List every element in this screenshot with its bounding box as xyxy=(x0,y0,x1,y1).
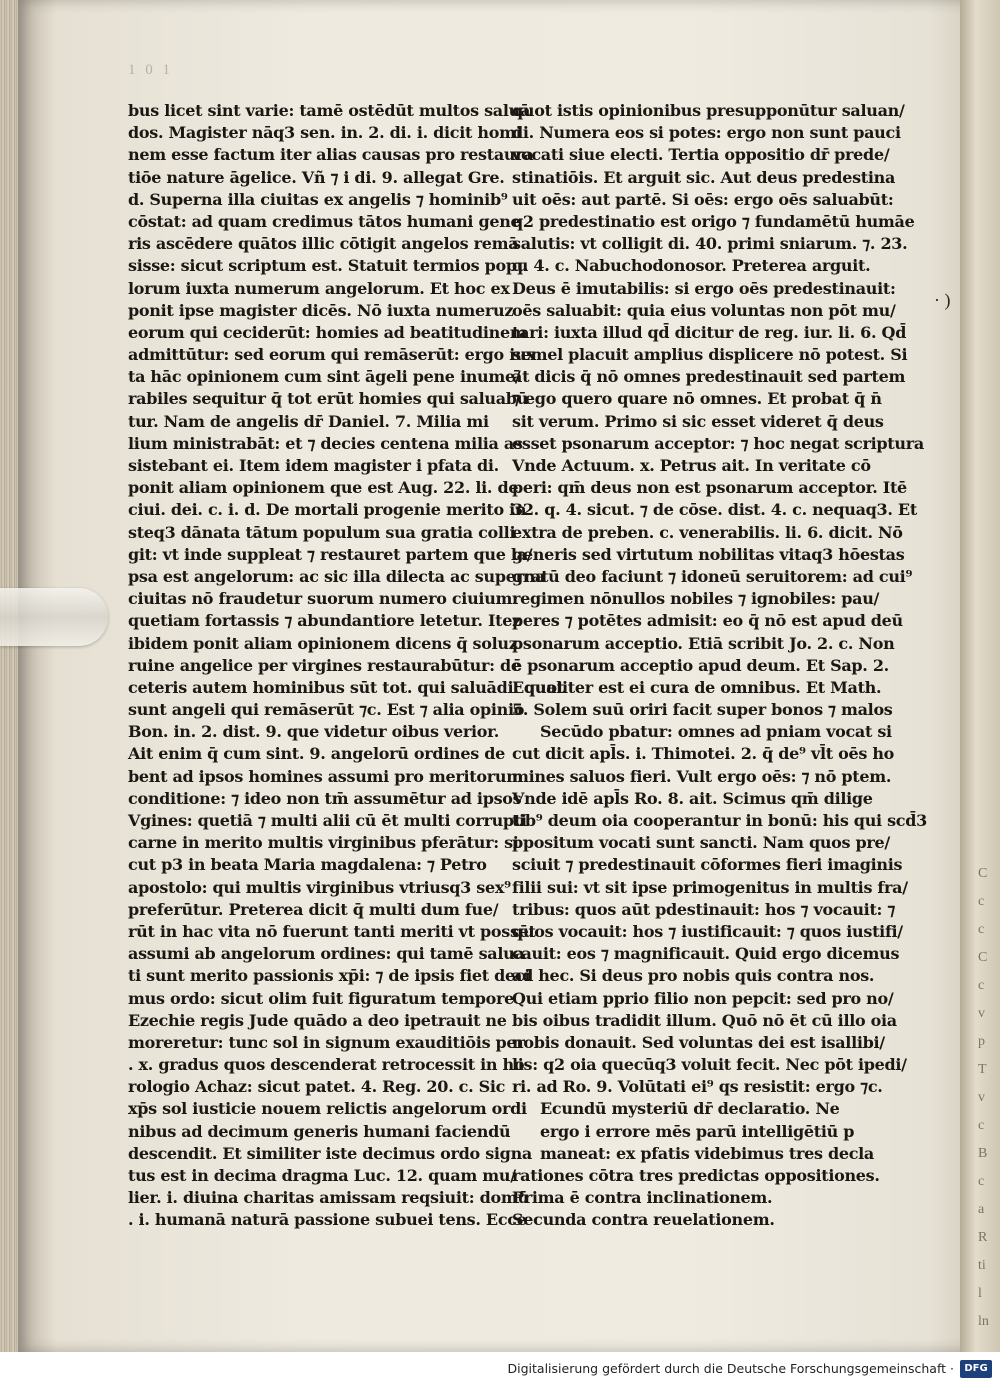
text-line: ponit ipse magister dicēs. Nō iuxta numeruz xyxy=(128,300,514,320)
text-line: 5. Solem suū oriri facit super bonos ⁊ malos xyxy=(512,700,893,720)
text-line: sisse: sicut scriptum est. Statuit termios popu xyxy=(128,256,529,276)
text-line: ruine angelice per virgines restaurabūtur: de xyxy=(128,655,521,675)
text-line: rationes cōtra tres predictas oppositiones. xyxy=(512,1166,880,1185)
text-line: moreretur: tunc sol in signum exauditiōis per xyxy=(128,1032,525,1052)
text-line: vocati siue electi. Tertia oppositio dr̄ prede/ xyxy=(512,145,890,165)
edge-letter: ln xyxy=(978,1314,989,1329)
text-line: sciuit ⁊ predestinauit cōformes fieri imaginis xyxy=(512,855,903,875)
text-line: git: vt inde suppleat ⁊ restauret partem que la/ xyxy=(128,544,533,564)
text-line: dos. Magister nāq3 sen. in. 2. di. i. dicit homi xyxy=(128,123,522,143)
facing-page-letters xyxy=(978,860,998,1336)
edge-letter: v xyxy=(978,1090,985,1105)
edge-letter: T xyxy=(978,1062,987,1077)
text-line: nobis donauit. Sed voluntas dei est isallibi/ xyxy=(512,1032,885,1052)
funding-credit: Digitalisierung gefördert durch die Deutsche Forschungsgemeinschaft · xyxy=(507,1361,954,1376)
text-line: . x. gradus quos descenderat retrocessit in ho xyxy=(128,1055,525,1075)
text-line: ta hāc opinionem cum sint āgeli pene inume/ xyxy=(128,367,521,387)
text-line: admittūtur: sed eorum qui remāserūt: ergo iux xyxy=(128,345,536,365)
text-line: lis: q2 oia quecūq3 voluit fecit. Nec pōt ipedi/ xyxy=(512,1055,907,1075)
text-line: eorum qui ceciderūt: homies ad beatitudinem xyxy=(128,322,527,342)
edge-letter: v xyxy=(978,1006,985,1021)
text-line: maneat: ex pfatis videbimus tres decla xyxy=(540,1143,874,1163)
text-line: ibidem ponit aliam opinionem dicens q̄ soluz xyxy=(128,633,518,653)
text-line: nibus ad decimum generis humani faciendū xyxy=(128,1121,511,1141)
text-line: mines saluos fieri. Vult ergo oēs: ⁊ nō ptem. xyxy=(512,766,892,786)
text-line: tus est in decima dragma Luc. 12. quam mu/ xyxy=(128,1166,516,1185)
text-line: rabiles sequitur q̄ tot erūt homies qui saluabū xyxy=(128,389,529,409)
text-line: salutis: vt colligit di. 40. primi sniarum. ⁊. 23. xyxy=(512,234,908,254)
text-line: gratū deo faciunt ⁊ idoneū seruitorem: ad cui⁹ xyxy=(512,566,913,586)
bookmark-strip xyxy=(0,588,108,646)
text-line: bus licet sint varie: tamē ostēdūt multos saluā xyxy=(128,101,531,120)
text-line: tribus: quos aūt pdestinauit: hos ⁊ vocauit: ⁊ xyxy=(512,899,896,919)
text-line: sit verum. Primo si sic esset videret q̄ deus xyxy=(512,411,884,431)
text-line: Secunda contra reuelationem. xyxy=(512,1210,775,1230)
text-line: ciuitas nō fraudetur suorum numero ciuium: xyxy=(128,589,518,609)
text-line: cauit: eos ⁊ magnificauit. Quid ergo dicemus xyxy=(512,944,900,964)
facing-page-edge xyxy=(960,0,1000,1352)
text-line: Secūdo pbatur: omnes ad pniam vocat si xyxy=(540,722,892,742)
edge-letter: R xyxy=(978,1230,988,1245)
text-line: steq3 dānata tātum populum sua gratia colli xyxy=(128,522,516,542)
text-line: Vgines: quetiā ⁊ multi alii cū ēt multi corrupti xyxy=(128,811,527,830)
text-line: cut dicit apl̄s. i. Thimotei. 2. q̄ de⁹ vl̄t oēs ho xyxy=(512,744,895,764)
text-line: quot istis opinionibus presupponūtur saluan/ xyxy=(512,101,905,120)
folio-mark: 1 0 1 xyxy=(128,62,173,78)
text-line: preferūtur. Preterea dicit q̄ multi dum fue/ xyxy=(128,899,499,919)
text-line: di. Numera eos si potes: ergo non sunt pauci xyxy=(512,123,901,143)
edge-letter: B xyxy=(978,1146,988,1161)
text-line: āt dicis q̄ nō omnes predestinauit sed partem xyxy=(512,367,906,387)
text-line: ⁊ ego quero quare nō omnes. Et probat q̄ n̄ xyxy=(512,389,882,409)
text-line: ri. ad Ro. 9. Volūtati ei⁹ qs resistit: ergo ⁊c. xyxy=(512,1077,883,1097)
right-text-column xyxy=(512,100,927,1232)
text-line: conditione: ⁊ ideo non tm̄ assumētur ad ipsos xyxy=(128,788,522,808)
dfg-logo-icon: DFG xyxy=(960,1360,992,1378)
text-line: Deus ē imutabilis: si ergo oēs predestinauit: xyxy=(512,278,896,298)
text-line: ponit aliam opinionem que est Aug. 22. li. de xyxy=(128,478,519,498)
text-line: tiōe nature āgelice. Vñ ⁊ i di. 9. allegat Gre. xyxy=(128,167,505,187)
edge-letter: a xyxy=(978,1202,985,1217)
edge-letter: ti xyxy=(978,1258,986,1273)
text-line: cōstat: ad quam credimus tātos humani gene xyxy=(128,211,521,231)
text-line: tib⁹ deum oia cooperantur in bonū: his qui scd̄3 xyxy=(512,811,927,830)
text-line: generis sed virtutum nobilitas vitaq3 hōestas xyxy=(512,544,905,564)
text-line: ceteris autem hominibus sūt tot. qui saluādi: quot xyxy=(128,677,564,697)
text-line: ē psonarum acceptio apud deum. Et Sap. 2. xyxy=(512,655,889,675)
text-line: rologio Achaz: sicut patet. 4. Reg. 20. c. Sic xyxy=(128,1077,506,1097)
text-line: 32. q. 4. sicut. ⁊ de cōse. dist. 4. c. nequaq3. Et xyxy=(512,500,917,520)
text-line: peres ⁊ potētes admisit: eo q̄ nō est apud deū xyxy=(512,611,903,631)
text-line: apostolo: qui multis virginibus vtriusq3 sex⁹ xyxy=(128,877,511,897)
text-line: esset psonarum acceptor: ⁊ hoc negat scriptura xyxy=(512,433,924,453)
text-line: lier. i. diuina charitas amissam reqsiuit: domū xyxy=(128,1188,529,1208)
text-line: Qui etiam pprio filio non pepcit: sed pro no/ xyxy=(512,988,894,1008)
text-line: . i. humanā naturā passione subuei tens. Ecce xyxy=(128,1210,527,1230)
margin-marks: · ) xyxy=(934,290,951,310)
text-line: regimen nōnullos nobiles ⁊ ignobiles: pau/ xyxy=(512,589,880,609)
text-line: psonarum acceptio. Etiā scribit Jo. 2. c. Non xyxy=(512,633,895,653)
text-line: ppositum vocati sunt sancti. Nam quos pre/ xyxy=(512,833,890,853)
text-line: ris ascēdere quātos illic cōtigit angelos remā xyxy=(128,234,519,254)
text-line: peri: qm̄ deus non est psonarum acceptor. Itē xyxy=(512,478,907,498)
edge-letter: c xyxy=(978,922,985,937)
text-line: Bon. in. 2. dist. 9. que videtur oibus verior. xyxy=(128,722,500,742)
text-line: extra de preben. c. venerabilis. li. 6. dicit. Nō xyxy=(512,522,903,542)
text-line: sunt angeli qui remāserūt ⁊c. Est ⁊ alia opinio xyxy=(128,700,525,720)
edge-letter: c xyxy=(978,1118,985,1133)
text-line: xp̄s sol iusticie nouem relictis angelorum ordi xyxy=(128,1099,527,1119)
text-line: nem esse factum iter alias causas pro restaura xyxy=(128,145,534,165)
edge-letter: c xyxy=(978,1174,985,1189)
text-line: Prima ē contra inclinationem. xyxy=(512,1188,773,1208)
text-line: bis oibus tradidit illum. Quō nō ēt cū illo oia xyxy=(512,1010,897,1030)
text-line: Vnde Actuum. x. Petrus ait. In veritate cō xyxy=(512,456,871,475)
text-line: Equaliter est ei cura de omnibus. Et Math. xyxy=(512,677,882,697)
edge-letter: C xyxy=(978,950,988,965)
text-line: semel placuit amplius displicere nō potest. Si xyxy=(512,345,908,365)
text-line: descendit. Et similiter iste decimus ordo signa xyxy=(128,1143,532,1163)
text-line: bent ad ipsos homines assumi pro meritorum xyxy=(128,766,523,786)
text-line: rūt in hac vita nō fuerunt tanti meriti vt possēt xyxy=(128,921,536,941)
text-line: quetiam fortassis ⁊ abundantiore letetur. Itez xyxy=(128,611,521,631)
text-line: oēs saluabit: quia eius voluntas non pōt mu/ xyxy=(512,300,896,320)
footer-bar xyxy=(0,1352,1000,1386)
text-line: lium ministrabāt: et ⁊ decies centena milia as xyxy=(128,433,523,453)
edge-letter: p xyxy=(978,1034,985,1049)
text-line: carne in merito multis virginibus pferātur: si xyxy=(128,833,519,853)
text-line: Vnde idē apl̄s Ro. 8. ait. Scimus qm̄ dilige xyxy=(512,788,873,808)
text-line: lorum iuxta numerum angelorum. Et hoc ex xyxy=(128,278,510,298)
text-line: Ecundū mysteriū dr̄ declaratio. Ne xyxy=(540,1099,840,1119)
text-line: q. 4. c. Nabuchodonosor. Preterea arguit. xyxy=(512,256,871,276)
edge-letter: c xyxy=(978,894,985,909)
text-line: ergo i errore mēs parū intelligētiū p xyxy=(540,1121,855,1141)
text-line: quos vocauit: hos ⁊ iustificauit: ⁊ quos iustifi/ xyxy=(512,921,903,941)
text-line: d. Superna illa ciuitas ex angelis ⁊ hominib⁹ xyxy=(128,189,508,209)
text-line: Ezechie regis Jude quādo a deo ipetrauit ne xyxy=(128,1010,507,1030)
text-line: filii sui: vt sit ipse primogenitus in multis fra/ xyxy=(512,877,908,897)
text-line: assumi ab angelorum ordines: qui tamē salua xyxy=(128,944,525,964)
edge-letter: c xyxy=(978,978,985,993)
text-line: sistebant ei. Item idem magister i pfata di. xyxy=(128,456,499,475)
text-line: uit oēs: aut partē. Si oēs: ergo oēs saluabūt: xyxy=(512,189,894,209)
text-line: mus ordo: sicut olim fuit figuratum tempore xyxy=(128,988,515,1008)
text-line: tur. Nam de angelis dr̄ Daniel. 7. Milia mi xyxy=(128,411,489,431)
edge-letter: C xyxy=(978,866,988,881)
text-line: Ait enim q̄ cum sint. 9. angelorū ordines de xyxy=(128,744,505,764)
text-line: cut p3 in beata Maria magdalena: ⁊ Petro xyxy=(128,855,487,875)
text-line: ciui. dei. c. i. d. De mortali progenie merito in xyxy=(128,500,527,520)
edge-letter: l xyxy=(978,1286,982,1301)
left-text-column xyxy=(128,100,564,1232)
text-line: ti sunt merito passionis xp̄i: ⁊ de ipsis fiet deci xyxy=(128,966,531,986)
text-line: q2 predestinatio est origo ⁊ fundamētū humāe xyxy=(512,211,915,231)
text-line: stinatiōis. Et arguit sic. Aut deus predestina xyxy=(512,167,896,187)
text-line: tari: iuxta illud qd̄ dicitur de reg. iur. li. 6. Qd̄ xyxy=(512,322,907,342)
text-line: ad hec. Si deus pro nobis quis contra nos. xyxy=(512,966,875,986)
text-line: psa est angelorum: ac sic illa dilecta ac superna xyxy=(128,566,546,586)
